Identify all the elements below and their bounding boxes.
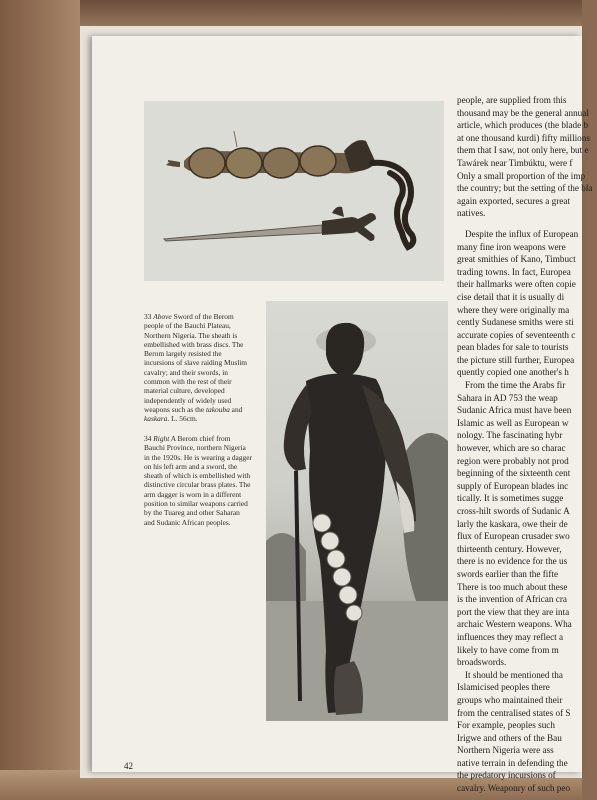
body-line: groups who maintained their: [457, 694, 563, 705]
body-line: the country; but the setting of the bla: [457, 183, 593, 194]
body-line: trading towns. In fact, Europea: [457, 266, 571, 277]
body-line: article, which produces (the blade b: [457, 120, 589, 131]
book-page: [92, 36, 593, 794]
sword-blade: [164, 225, 322, 241]
book-cover-left: [0, 0, 80, 800]
body-line: the picture still further, Europea: [457, 354, 575, 365]
body-line: Tawárek near Timbúktu, were f: [457, 157, 573, 168]
body-line: thousand may be the general annual: [457, 107, 589, 118]
sheath-throat: [344, 140, 376, 171]
body-line: natives.: [457, 208, 486, 219]
body-line: from the centralised states of S: [457, 707, 571, 718]
body-line: supply of European blades inc: [457, 480, 569, 491]
caption-lead: Right: [153, 434, 170, 443]
body-line: the predatory incursions of: [457, 770, 556, 781]
sword-photo: [144, 101, 444, 281]
body-line: There is too much about these: [457, 581, 568, 592]
caption-term: kaskara: [144, 414, 168, 424]
figure-number: 34: [144, 434, 152, 443]
body-line: again exported, secures a great: [457, 195, 570, 206]
brass-disc: [189, 148, 225, 178]
body-line: For example, peoples such: [457, 720, 555, 731]
body-line: nology. The fascinating hybr: [457, 430, 563, 441]
body-line: region were probably not prod: [457, 455, 569, 466]
body-line: cise detail that it is usually di: [457, 291, 565, 302]
body-line: where they were originally ma: [457, 304, 570, 315]
caption-text: A Berom chief from Bauchi Province, northern Nigeria in the 1920s. He is wearing a dagger on his left arm and a sword, the sheath of which is embellished with distinctive circular brass plates. The arm dagger is worn in a different position to similar weapons carried by the Tuareg and other Saharan and Sudanic African peoples.: [144, 434, 252, 527]
sheath-strap: [372, 163, 413, 247]
body-line: cently Sudanese smiths were sti: [457, 317, 574, 328]
caption-term: takouba: [206, 404, 230, 414]
caption-text: Sword of the Berom people of the Bauchi Plateau, Northern Nigeria. The sheath is embellished with brass discs. The Berom largely resisted the incursions of slave raiding Muslim cavalry; and their swords, in common with the rest of their material culture, developed independently of widely used weapons such as the: [144, 312, 248, 414]
body-line: cross-hilt swords of Sudanic A: [457, 506, 570, 516]
body-line: Islamicised peoples there: [457, 682, 550, 693]
body-line: tically. It is sometimes sugge: [457, 493, 564, 504]
body-text-column: [457, 94, 597, 795]
body-line: influences they may reflect a: [457, 631, 564, 642]
chief-photo: [266, 301, 448, 721]
body-line: Islamic as well as European w: [457, 417, 569, 428]
caption-figure-33: [144, 312, 252, 424]
body-line: swords earlier than the fifte: [457, 568, 559, 579]
body-line: however, which are so charac: [457, 443, 566, 454]
body-line: accurate copies of seventeenth c: [457, 329, 576, 340]
body-line: cavalry. Weaponry of such peo: [457, 783, 571, 794]
body-line: From the time the Arabs fir: [465, 380, 566, 391]
berom-chief-image: [266, 301, 448, 721]
brass-disc: [226, 148, 262, 178]
body-line: native terrain in defending the: [457, 757, 568, 768]
caption-tail: . L. 56cm.: [167, 414, 198, 424]
body-line: Irigwe and others of the Bau: [457, 732, 562, 743]
sword-and-sheath-image: [144, 101, 444, 281]
body-line: larly the kaskara, owe their de: [457, 518, 568, 529]
body-line: quently copied one another's h: [457, 367, 569, 378]
body-line: Northern Nigeria were ass: [457, 745, 554, 756]
head: [326, 323, 364, 377]
body-line: Sudanic Africa must have been: [457, 405, 572, 416]
body-line: beginning of the sixteenth cent: [457, 468, 571, 479]
brass-disc: [300, 146, 336, 176]
body-line: great smithies of Kano, Timbuct: [457, 254, 576, 265]
sword-pommel: [354, 213, 376, 241]
body-line: Sahara in AD 753 the weap: [457, 392, 558, 403]
body-line: Only a small proportion of the imp: [457, 170, 586, 181]
body-line: people, are supplied from this: [457, 95, 567, 105]
body-line: is the invention of African cra: [457, 594, 567, 605]
body-line: likely to have come from m: [457, 644, 559, 655]
figure-number: 33: [144, 312, 152, 321]
body-line: archaic Western weapons. Wha: [457, 619, 572, 630]
body-line: broadswords.: [457, 657, 507, 668]
body-line: thirteenth century. However,: [457, 543, 562, 554]
body-line: there is no evidence for the us: [457, 556, 568, 567]
page-number: 42: [124, 761, 133, 771]
caption-lead: Above: [153, 312, 172, 321]
body-line: many fine iron weapons were: [457, 241, 566, 252]
body-line: at one thousand kurdi) fifty millions: [457, 132, 590, 143]
caption-joiner: and: [231, 404, 243, 414]
brass-disc: [263, 148, 299, 178]
body-line: flux of European crusader swo: [457, 531, 570, 542]
body-line: their hallmarks were often copie: [457, 279, 576, 290]
caption-figure-34: [144, 434, 252, 527]
body-line: pean blades for sale to tourists: [457, 342, 569, 353]
body-line: port the view that they are inta: [457, 606, 570, 617]
body-line: Despite the influx of European: [465, 228, 579, 239]
body-line: It should be mentioned tha: [465, 669, 563, 680]
body-line: them that I saw, not only here, but e: [457, 145, 589, 156]
left-arm: [284, 385, 312, 471]
